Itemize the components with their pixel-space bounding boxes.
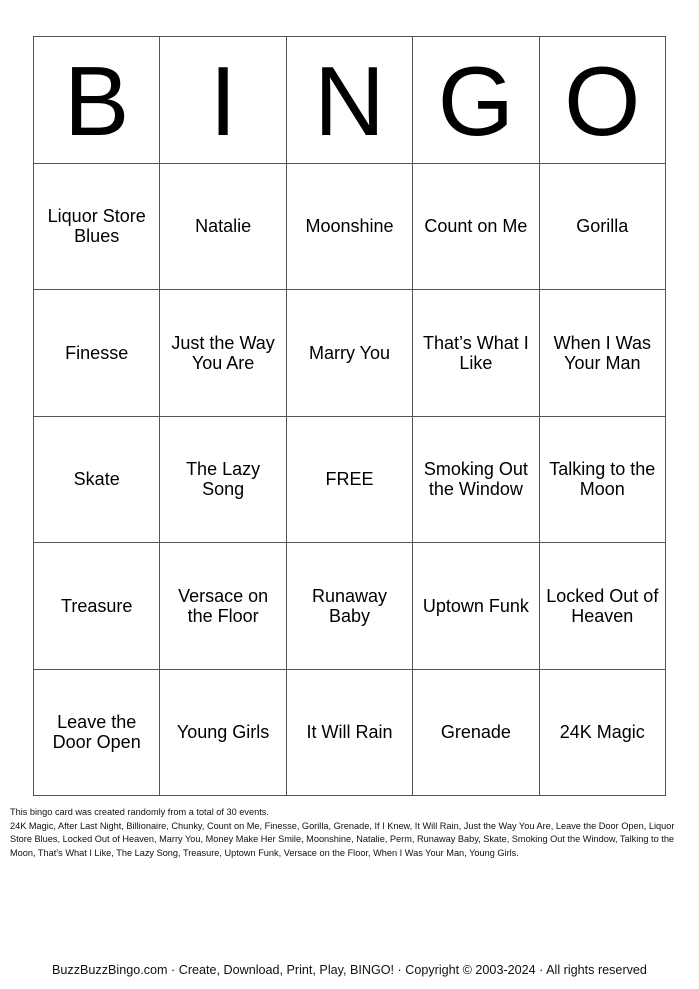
bingo-card	[33, 36, 666, 796]
cell-label: Locked Out of Heaven	[546, 585, 659, 626]
header-letter-o: O	[540, 37, 666, 164]
cell-label: Marry You	[308, 342, 391, 363]
header-letter-i: I	[160, 37, 286, 164]
cell-label: The Lazy Song	[186, 459, 261, 500]
bingo-cell	[160, 290, 286, 417]
cell-label: That’s What I Like	[423, 332, 529, 373]
bingo-cell	[413, 290, 539, 417]
cell-label: Grenade	[440, 722, 511, 743]
bingo-cell	[34, 417, 160, 544]
bingo-cell	[160, 670, 286, 797]
bingo-cell	[34, 164, 160, 291]
bingo-cell	[413, 417, 539, 544]
cell-label: When I Was Your Man	[553, 332, 651, 373]
cell-label: Just the Way You Are	[171, 332, 275, 373]
cell-label: Young Girls	[176, 722, 270, 743]
cell-label: Versace on the Floor	[178, 585, 269, 626]
card-info	[10, 806, 680, 860]
bingo-cell	[413, 164, 539, 291]
cell-label: 24K Magic	[559, 722, 645, 743]
bingo-cell	[413, 670, 539, 797]
bingo-cell	[287, 543, 413, 670]
card-info-summary: This bingo card was created randomly from a total of 30 events.	[10, 807, 269, 817]
cell-label: It Will Rain	[306, 722, 393, 743]
bingo-cell	[540, 164, 666, 291]
cell-label: Smoking Out the Window	[423, 459, 528, 500]
cell-label: FREE	[325, 469, 374, 490]
header-letter-g: G	[413, 37, 539, 164]
cell-label: Natalie	[195, 216, 252, 237]
cell-label: Talking to the Moon	[549, 459, 656, 500]
header-letter-b: B	[34, 37, 160, 164]
bingo-cell	[287, 164, 413, 291]
cell-label: Leave the Door Open	[52, 712, 141, 753]
free-space-cell	[287, 417, 413, 544]
cell-label: Treasure	[61, 595, 133, 616]
bingo-cell	[540, 670, 666, 797]
bingo-cell	[413, 543, 539, 670]
bingo-cell	[540, 417, 666, 544]
bingo-cell	[160, 543, 286, 670]
cell-label: Gorilla	[576, 216, 629, 237]
card-info-event-list: 24K Magic, After Last Night, Billionaire, Chunky, Count on Me, Finesse, Gorilla, Grenade, If I Knew, It Will Rain, Just the Way You Are, Leave the Door Open, Liquor Store Blues, Locked Out of Heaven, Marry You, Money Make Her Smile, Moonshine, Natalie, Perm, Runaway Baby, Skate, Smoking Out the Window, Talking to the Moon, That’s What I Like, The Lazy Song, Treasure, Uptown Funk, Versace on the Floor, When I Was Your Man, Young Girls.	[10, 820, 675, 858]
bingo-cell	[160, 417, 286, 544]
cell-label: Runaway Baby	[311, 585, 388, 626]
cell-label: Skate	[73, 469, 120, 490]
bingo-cell	[34, 543, 160, 670]
header-letter-n: N	[287, 37, 413, 164]
bingo-cell	[287, 670, 413, 797]
bingo-cell	[160, 164, 286, 291]
bingo-cell	[34, 290, 160, 417]
bingo-cell	[540, 543, 666, 670]
cell-label: Count on Me	[424, 216, 528, 237]
cell-label: Uptown Funk	[422, 595, 529, 616]
bingo-cell	[287, 290, 413, 417]
cell-label: Moonshine	[305, 216, 394, 237]
page-footer: BuzzBuzzBingo.com · Create, Download, Print, Play, BINGO! · Copyright © 2003-2024 · All rights reserved	[52, 963, 647, 977]
cell-label: Liquor Store Blues	[47, 206, 146, 247]
bingo-cell	[540, 290, 666, 417]
bingo-cell	[34, 670, 160, 797]
cell-label: Finesse	[65, 342, 129, 363]
